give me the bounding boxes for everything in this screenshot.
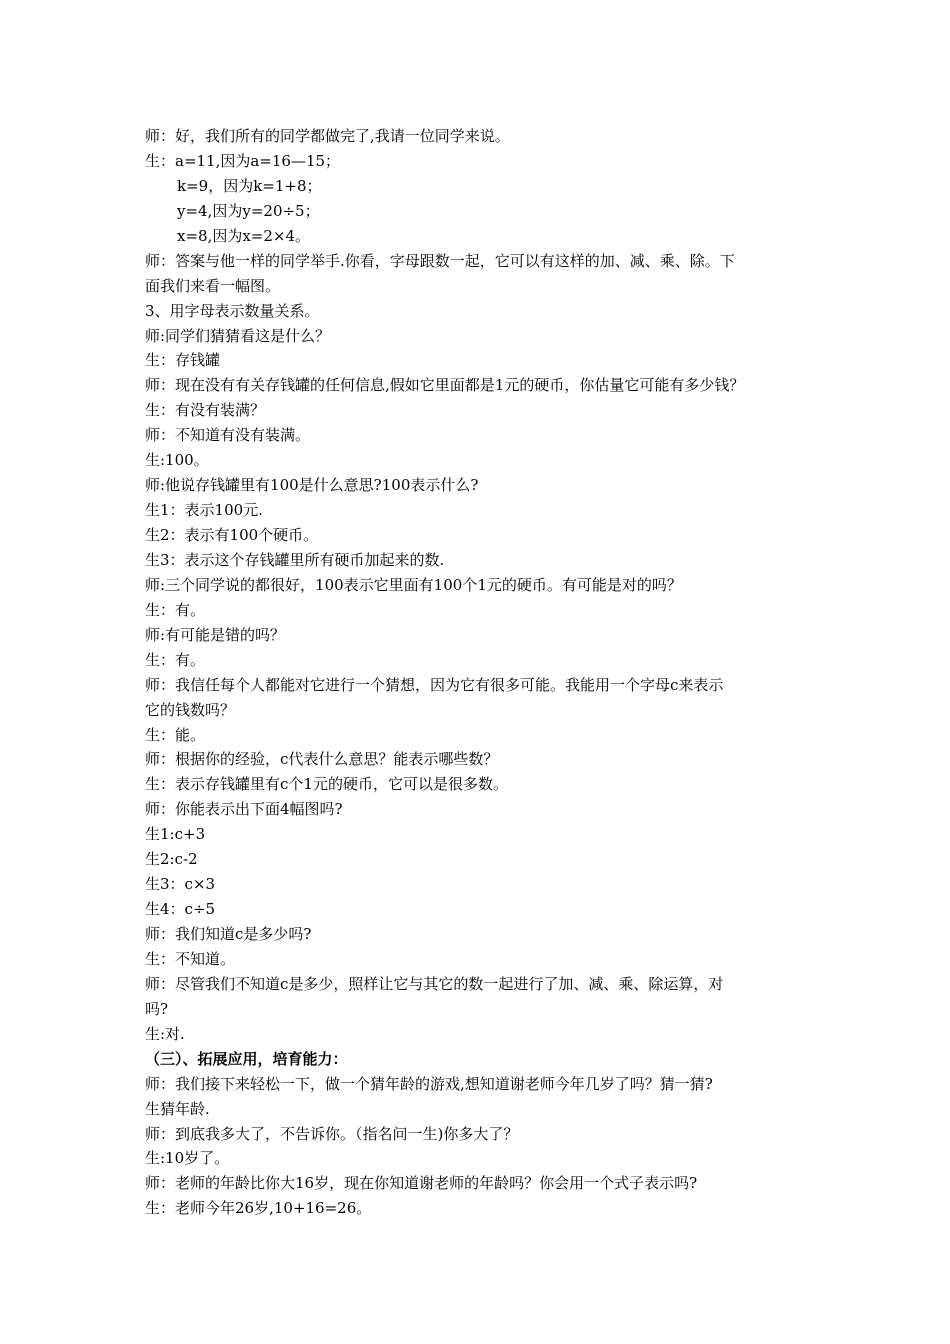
section-heading: 3、用字母表示数量关系。	[145, 301, 320, 320]
dialogue-line: 师：根据你的经验，c代表什么意思？能表示哪些数？	[145, 750, 499, 769]
dialogue-line: 师：现在没有有关存钱罐的任何信息,假如它里面都是1元的硬币，你估量它可能有多少钱？	[145, 376, 745, 395]
dialogue-line: 师:同学们猜猜看这是什么？	[145, 326, 331, 345]
dialogue-line: 吗?	[145, 999, 169, 1018]
dialogue-line: 生：有。	[145, 600, 206, 619]
dialogue-line: 生2:c-2	[145, 850, 198, 869]
dialogue-line: 师：不知道有没有装满。	[145, 426, 311, 445]
dialogue-line: 师：尽管我们不知道c是多少，照样让它与其它的数一起进行了加、减、乘、除运算，对	[145, 974, 724, 993]
dialogue-line: 生猜年龄.	[145, 1099, 210, 1118]
dialogue-line: 生:10岁了。	[145, 1149, 230, 1168]
dialogue-line: 生4：c÷5	[145, 900, 216, 919]
section-heading: （三）、拓展应用，培育能力：	[145, 1049, 348, 1068]
document-body	[145, 124, 825, 1221]
dialogue-line: 生：不知道。	[145, 949, 236, 968]
dialogue-line: 师：到底我多大了，不告诉你。（指名问一生)你多大了？	[145, 1124, 519, 1143]
dialogue-line: 师：答案与他一样的同学举手.你看，字母跟数一起，它可以有这样的加、减、乘、除。下	[145, 251, 735, 270]
dialogue-line: 生3：c×3	[145, 875, 216, 894]
dialogue-line: 师:有可能是错的吗？	[145, 625, 286, 644]
dialogue-line: 生：有没有装满？	[145, 401, 266, 420]
dialogue-line: 师：你能表示出下面4幅图吗?	[145, 800, 343, 819]
equation-line: k=9，因为k=1+8；	[177, 176, 322, 195]
dialogue-line: 师:他说存钱罐里有100是什么意思?100表示什么?	[145, 476, 479, 495]
dialogue-line: 生3：表示这个存钱罐里所有硬币加起来的数.	[145, 550, 445, 569]
dialogue-line: 师：我们知道c是多少吗?	[145, 925, 312, 943]
dialogue-line: 生1:c+3	[145, 825, 206, 844]
dialogue-line: 生：老师今年26岁,10+16=26。	[145, 1199, 372, 1218]
dialogue-line: 生2：表示有100个硬币。	[145, 526, 319, 544]
dialogue-line: 它的钱数吗？	[145, 700, 236, 719]
dialogue-line: 面我们来看一幅图。	[145, 276, 281, 295]
equation-line: x=8,因为x=2×4。	[177, 226, 311, 245]
dialogue-line: 师：我信任每个人都能对它进行一个猜想，因为它有很多可能。我能用一个字母c来表示	[145, 675, 724, 694]
dialogue-line: 生：表示存钱罐里有c个1元的硬币，它可以是很多数。	[145, 775, 508, 794]
dialogue-line: 师：好，我们所有的同学都做完了,我请一位同学来说。	[145, 127, 510, 145]
dialogue-line: 师：老师的年龄比你大16岁，现在你知道谢老师的年龄吗？你会用一个式子表示吗?	[145, 1174, 698, 1193]
dialogue-line: 师:三个同学说的都很好，100表示它里面有100个1元的硬币。有可能是对的吗？	[145, 575, 682, 594]
dialogue-line: 生：存钱罐	[145, 351, 221, 370]
dialogue-line: 生1：表示100元.	[145, 501, 263, 520]
dialogue-line: 生：能。	[145, 725, 206, 744]
dialogue-line: 生：有。	[145, 650, 206, 669]
dialogue-line: 生：a=11,因为a=16—15；	[145, 151, 341, 170]
dialogue-line: 生:100。	[145, 451, 209, 470]
dialogue-line: 师：我们接下来轻松一下，做一个猜年龄的游戏,想知道谢老师今年几岁了吗？猜一猜?	[145, 1074, 713, 1093]
dialogue-line: 生:对.	[145, 1024, 185, 1043]
equation-line: y=4,因为y=20÷5；	[177, 201, 320, 220]
